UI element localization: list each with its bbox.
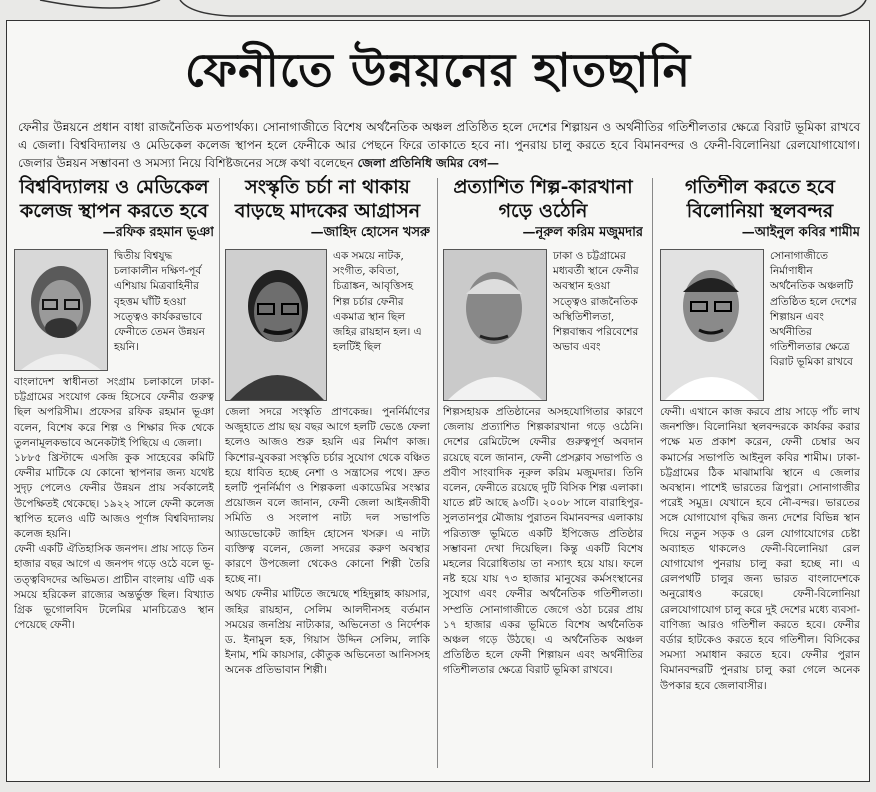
column-body bbox=[660, 405, 860, 694]
portrait-photo bbox=[14, 249, 108, 371]
intro-text: ফেনীর উন্নয়নে প্রধান বাধা রাজনৈতিক মতপার্থক্য। সোনাগাজীতে বিশেষ অর্থনৈতিক অঞ্চল প্রতিষ্ঠিত হলে দেশের শিল্পায়ন ও অর্থনীতির গতিশীলতার ক্ষেত্রে বিরাট ভূমিকা রাখবে এ জেলা। বিশ্ববিদ্যালয় ও মেডিকেল কলেজ স্থাপন হলে ফেনীকে আর পেছনে ফিরে তাকাতে হবে না। পুনরায় চালু করতে হবে বিমানবন্দর ও ফেনী-বিলোনিয়া রেলযোগাযোগ। জেলার উন্নয়ন সম্ভাবনা ও সমস্যা নিয়ে বিশিষ্টজনের সঙ্গে কথা বলেছেন bbox=[18, 120, 860, 170]
paragraph: অথচ ফেনীর মাটিতে জন্মেছে শহিদুল্লাহ কায়সার, জহির রায়হান, সেলিম আলদীনসহ বর্তমান সময়ের জনপ্রিয় নাট্যকার, অভিনেতা ও নির্দেশক ড. ইনামুল হক, গিয়াস উদ্দিন সেলিম, লাকি ইনাম, শমি কায়সার, কৌতুক অভিনেতা আনিসসহ অনেক প্রতিভাবান শিল্পী। bbox=[225, 588, 430, 677]
column-body bbox=[14, 375, 214, 633]
paragraph: শিল্পসহায়ক প্রতিষ্ঠানের অসহযোগিতার কারণে জেলায় প্রত্যাশিত শিল্পকারখানা গড়ে ওঠেনি। দেশের রেমিটেন্সে ফেনীর গুরুত্বপূর্ণ অবদান রয়েছে বলে জানান, ফেনী প্রেসক্লাব সভাপতি ও প্রবীণ সাংবাদিক নূরুল করিম মজুমদার। তিনি বলেন, ফেনীতে রয়েছে দুটি বিসিক শিল্প এলাকা। যাতে প্লট আছে ৯৩টি। ২০০৮ সালে বারাহিপুর-সুলতানপুর মৌজায় পুরাতন বিমানবন্দর এলাকায় পরিত্যক্ত ভূমিতে একটি ইপিজেড প্রতিষ্ঠার সম্ভাবনা দেখা দিয়েছিল। কিন্তু একটি বিশেষ মহলের বিরোধিতায় তা নস্যাৎ হয়ে যায়। ফলে নষ্ট হয়ে যায় ৭৩ হাজার মানুষের কর্মসংস্থানের সুযোগ এবং ফেনীর অর্থনৈতিক গতিশীলতা। সম্প্রতি সোনাগাজীতে জেগে ওঠা চরের প্রায় ১৭ হাজার একর ভূমিতে বিশেষ অর্থনৈতিক অঞ্চল গড়ে উঠছে। এ অর্থনৈতিক অঞ্চল প্রতিষ্ঠিত হলে ফেনী শিল্পায়ন এবং অর্থনীতির গতিশীলতার ক্ষেত্রে বিরাট ভূমিকা রাখবে। bbox=[443, 406, 643, 677]
article-headline: ফেনীতে উন্নয়নের হাতছানি bbox=[184, 43, 692, 97]
paragraph: ফেনী। এখানে কাজ করবে প্রায় সাড়ে পাঁচ লাখ জনশক্তি। বিলোনিয়া স্থলবন্দরকে কার্যকর করার পক্ষে মত প্রকাশ করেন, ফেনী চেম্বার অব কমার্সের সভাপতি আইনুল কবির শামীম। ঢাকা-চট্টগ্রামের ঠিক মাঝামাঝি স্থানে এ জেলার অবস্থান। পাশেই ভারতের ত্রিপুরা। সোনাগাজীর পরেই সমুদ্র। যেখানে হবে নৌ-বন্দর। ভারতের সঙ্গে যোগাযোগ বৃদ্ধির জন্য দেশের বিভিন্ন স্থান দিয়ে নতুন সড়ক ও রেল যোগাযোগের চেষ্টা অব্যাহত থাকলেও ফেনী-বিলোনিয়া রেল যোগাযোগ পুনরায় চালু করা হচ্ছে না। এ রেলপথটি চালুর জন্য ভারত বাংলাদেশকে অনুরোধও করেছে। ফেনী-বিলোনিয়া রেলযোগাযোগ চালু করে দুই দেশের মধ্যে ব্যবসা-বাণিজ্য আরও গতিশীল করতে হবে। ফেনীর বর্ডার হাটকেও করতে হবে গতিশীল। বিসিকের সমস্যা সমাধান করতে হবে। ফেনীর পুরান বিমানবন্দরটি পুনরায় চালু করা গেলে অনেক উপকার হবে জেলাবাসীর। bbox=[660, 406, 860, 692]
column-byline: —জাহিদ হোসেন খসরু bbox=[310, 225, 430, 240]
column-divider bbox=[219, 178, 220, 768]
column-side-text: দ্বিতীয় বিশ্বযুদ্ধ চলাকালীন দক্ষিণ-পূর্ব এশিয়ায় মিত্রবাহিনীর বৃহত্তম ঘাঁটি হওয়া সত্ত্বেও কার্যকরভাবে ফেনীতে তেমন উন্নয়ন হয়নি। bbox=[114, 250, 205, 354]
column-1 bbox=[14, 175, 214, 775]
column-4 bbox=[660, 175, 860, 775]
column-title: প্রত্যাশিত শিল্প-কারখানা গড়ে ওঠেনি bbox=[453, 176, 633, 222]
column-divider bbox=[652, 178, 653, 768]
column-side-text: ঢাকা ও চট্টগ্রামের মধ্যবর্তী স্থানে ফেনীর অবস্থান হওয়া সত্ত্বেও রাজনৈতিক অস্থিতিশীলতা, শিল্পবান্ধব পরিবেশের অভাব এবং bbox=[553, 250, 639, 354]
top-border-ornament bbox=[0, 0, 876, 18]
column-divider bbox=[437, 178, 438, 768]
paragraph: বাংলাদেশ স্বাধীনতা সংগ্রাম চলাকালে ঢাকা-চট্টগ্রামের সংযোগ কেন্দ্র হিসেবে ফেনীর গুরুত্ব ছিল অপরিসীম। প্রফেসর রফিক রহমান ভূঞা বলেন, বিশেষ করে শিল্প ও শিক্ষার দিক থেকে তুলনামূলকভাবে অনেকটাই পিছিয়ে এ জেলা। bbox=[14, 376, 214, 449]
column-byline: —আইনুল কবির শামীম bbox=[741, 225, 860, 240]
column-title: সংস্কৃতি চর্চা না থাকায় বাড়ছে মাদকের আগ্রাসন bbox=[234, 176, 421, 222]
portrait-photo bbox=[225, 249, 327, 401]
column-title: গতিশীল করতে হবে বিলোনিয়া স্থলবন্দর bbox=[684, 176, 836, 222]
column-side-text: এক সময়ে নাটক, সংগীত, কবিতা, চিত্রাঙ্কন, আবৃত্তিসহ শিল্প চর্চার ফেনীর একমাত্র স্থান ছিল জহির রায়হান হল। এ হলটিই ছিল bbox=[333, 250, 422, 354]
intro-credit: জেলা প্রতিনিধি জমির বেগ— bbox=[357, 156, 499, 170]
portrait-photo bbox=[660, 249, 764, 401]
column-byline: —রফিক রহমান ভূঞা bbox=[102, 225, 214, 240]
article-intro bbox=[18, 118, 860, 172]
column-body bbox=[443, 405, 643, 679]
column-body bbox=[225, 405, 430, 679]
paragraph: ফেনী একটি ঐতিহাসিক জনপদ। প্রায় সাড়ে তিন হাজার বছর আগে এ জনপদ গড়ে ওঠে বলে ভূ-তত্ত্ববিদদের অভিমত। প্রাচীন বাংলায় এটি এক সময়ে হরিকেল রাজ্যের অন্তর্ভুক্ত ছিল। বিখ্যাত গ্রিক ভূগোলবিদ টলেমির মানচিত্রেও স্থান পেয়েছে ফেনী। bbox=[14, 543, 214, 632]
portrait-photo bbox=[443, 249, 547, 401]
column-3 bbox=[443, 175, 643, 775]
column-2 bbox=[225, 175, 430, 775]
column-title: বিশ্ববিদ্যালয় ও মেডিকেল কলেজ স্থাপন করতে হবে bbox=[19, 176, 209, 222]
column-byline: —নূরুল করিম মজুমদার bbox=[522, 225, 643, 240]
column-side-text: সোনাগাজীতে নির্মাণাধীন অর্থনৈতিক অঞ্চলটি প্রতিষ্ঠিত হলে দেশের শিল্পায়ন এবং অর্থনীতির গতিশীলতার ক্ষেত্রে বিরাট ভূমিকা রাখবে bbox=[770, 250, 857, 369]
paragraph: জেলা সদরে সংস্কৃতি প্রাণকেন্দ্র। পুনর্নির্মাণের অজুহাতে প্রায় ছয় বছর আগে হলটি ভেঙে ফেলা হলেও আজও শুরু হয়নি এর নির্মাণ কাজ। কিশোর-যুবকরা সংস্কৃতি চর্চার সুযোগ থেকে বঞ্চিত হয়ে ধাবিত হচ্ছে নেশা ও সন্ত্রাসের পথে। দ্রুত হলটি পুনর্নির্মাণ ও শিল্পকলা একাডেমির সংস্কার প্রয়োজন বলে জানান, ফেনী জেলা আইনজীবী সমিতি ও সংলাপ নাট্য দল সভাপতি অ্যাডভোকেট জাহিদ হোসেন খসরু। এ নাট্য ব্যক্তিত্ব বলেন, জেলা সদরের করুণ অবস্থার কারণে উপজেলা থেকেও কোনো শিল্পী তৈরি হচ্ছে না। bbox=[225, 406, 430, 586]
paragraph: ১৮৮৫ খ্রিস্টাব্দে এসজি কুক সাহেবের কমিটি ফেনীর মাটিকে যে কোনো স্থাপনার জন্য যথেষ্ট সুদৃঢ় পেলেও ফেনীর উন্নয়ন প্রায় সর্বকালেই উপেক্ষিতই থেকেছে। ১৯২২ সালে ফেনী কলেজ স্থাপিত হলেও এটি আজও পূর্ণাঙ্গ বিশ্ববিদ্যালয় কলেজ হয়নি। bbox=[14, 452, 214, 541]
